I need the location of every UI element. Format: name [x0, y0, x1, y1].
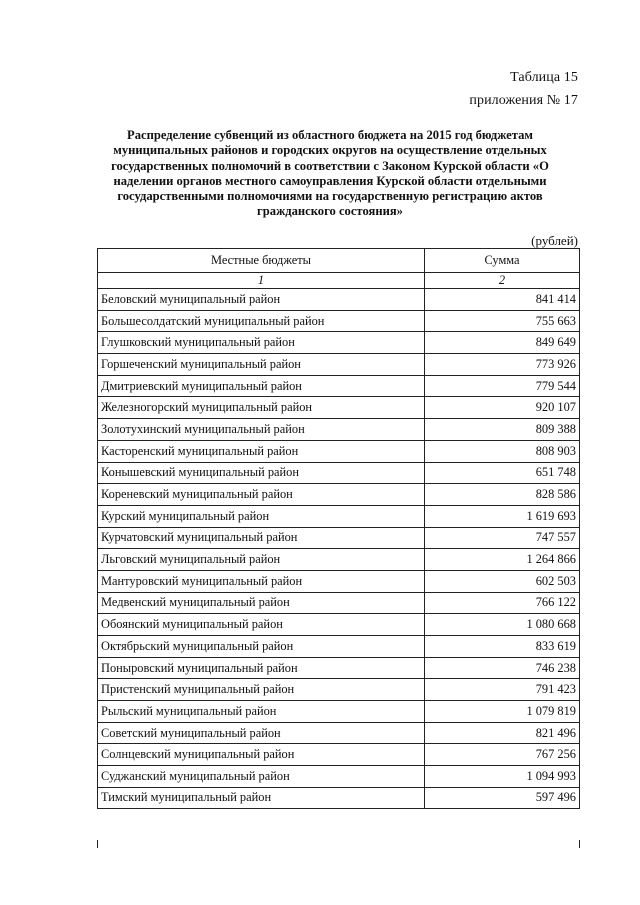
table-row [98, 419, 580, 441]
district-name: Курчатовский муниципальный район [98, 527, 425, 549]
header-sum: Сумма [425, 249, 580, 273]
table-row [98, 484, 580, 506]
subvention-sum: 1 619 693 [425, 505, 580, 527]
district-name: Медвенский муниципальный район [98, 592, 425, 614]
table-row [98, 636, 580, 658]
table-row [98, 679, 580, 701]
table-row [98, 527, 580, 549]
district-name: Льговский муниципальный район [98, 549, 425, 571]
subvention-sum: 849 649 [425, 332, 580, 354]
district-name: Обоянский муниципальный район [98, 614, 425, 636]
subvention-sum: 597 496 [425, 787, 580, 808]
subvention-sum: 808 903 [425, 440, 580, 462]
table-row [98, 289, 580, 311]
table-header-row [98, 249, 580, 273]
table-row [98, 397, 580, 419]
table-row [98, 787, 580, 808]
column-number-2: 2 [425, 273, 580, 289]
table-row [98, 592, 580, 614]
subvention-sum: 809 388 [425, 419, 580, 441]
district-name: Дмитриевский муниципальный район [98, 375, 425, 397]
district-name: Мантуровский муниципальный район [98, 570, 425, 592]
table-row [98, 354, 580, 376]
table-row [98, 310, 580, 332]
subvention-sum: 755 663 [425, 310, 580, 332]
district-name: Поныровский муниципальный район [98, 657, 425, 679]
table-row [98, 462, 580, 484]
subvention-sum: 821 496 [425, 722, 580, 744]
table-row [98, 440, 580, 462]
district-name: Беловский муниципальный район [98, 289, 425, 311]
table-continuation [97, 840, 580, 848]
table-row [98, 744, 580, 766]
subvention-sum: 602 503 [425, 570, 580, 592]
subvention-sum: 828 586 [425, 484, 580, 506]
units-label: (рублей) [531, 233, 578, 248]
column-number-row [98, 273, 580, 289]
district-name: Суджанский муниципальный район [98, 766, 425, 788]
subvention-sum: 779 544 [425, 375, 580, 397]
subvention-sum: 920 107 [425, 397, 580, 419]
subvention-sum: 1 264 866 [425, 549, 580, 571]
table-caption-number: Таблица 15 [510, 70, 578, 85]
district-name: Касторенский муниципальный район [98, 440, 425, 462]
table-row [98, 614, 580, 636]
document-title: Распределение субвенций из областного бюджета на 2015 год бюджетам муниципальных районов и городских округов на осуществление отдельных государственных полномочий в соответствии с Законом Курской области «О наделении органов местного самоуправления Курской области отдельными государственными полномочиями на государственную регистрацию актов гражданского состояния» [111, 128, 549, 219]
subvention-sum: 841 414 [425, 289, 580, 311]
subvention-sum: 791 423 [425, 679, 580, 701]
district-name: Конышевский муниципальный район [98, 462, 425, 484]
district-name: Октябрьский муниципальный район [98, 636, 425, 658]
table-row [98, 505, 580, 527]
table-row [98, 375, 580, 397]
subvention-sum: 1 079 819 [425, 701, 580, 723]
district-name: Железногорский муниципальный район [98, 397, 425, 419]
district-name: Горшеченский муниципальный район [98, 354, 425, 376]
subvention-sum: 767 256 [425, 744, 580, 766]
subvention-sum: 651 748 [425, 462, 580, 484]
subvention-sum: 747 557 [425, 527, 580, 549]
subvention-sum: 766 122 [425, 592, 580, 614]
subvention-sum: 1 094 993 [425, 766, 580, 788]
column-number-1: 1 [98, 273, 425, 289]
district-name: Солнцевский муниципальный район [98, 744, 425, 766]
district-name: Пристенский муниципальный район [98, 679, 425, 701]
table-row [98, 657, 580, 679]
table-row [98, 722, 580, 744]
budget-table [97, 248, 580, 809]
table-row [98, 570, 580, 592]
header-local-budgets: Местные бюджеты [98, 249, 425, 273]
district-name: Советский муниципальный район [98, 722, 425, 744]
district-name: Золотухинский муниципальный район [98, 419, 425, 441]
district-name: Кореневский муниципальный район [98, 484, 425, 506]
table-row [98, 701, 580, 723]
subvention-sum: 746 238 [425, 657, 580, 679]
table-row [98, 766, 580, 788]
district-name: Тимский муниципальный район [98, 787, 425, 808]
table-row [98, 549, 580, 571]
district-name: Глушковский муниципальный район [98, 332, 425, 354]
appendix-reference: приложения № 17 [469, 93, 578, 108]
subvention-sum: 1 080 668 [425, 614, 580, 636]
subvention-sum: 773 926 [425, 354, 580, 376]
district-name: Рыльский муниципальный район [98, 701, 425, 723]
table-row [98, 332, 580, 354]
district-name: Большесолдатский муниципальный район [98, 310, 425, 332]
district-name: Курский муниципальный район [98, 505, 425, 527]
subvention-sum: 833 619 [425, 636, 580, 658]
